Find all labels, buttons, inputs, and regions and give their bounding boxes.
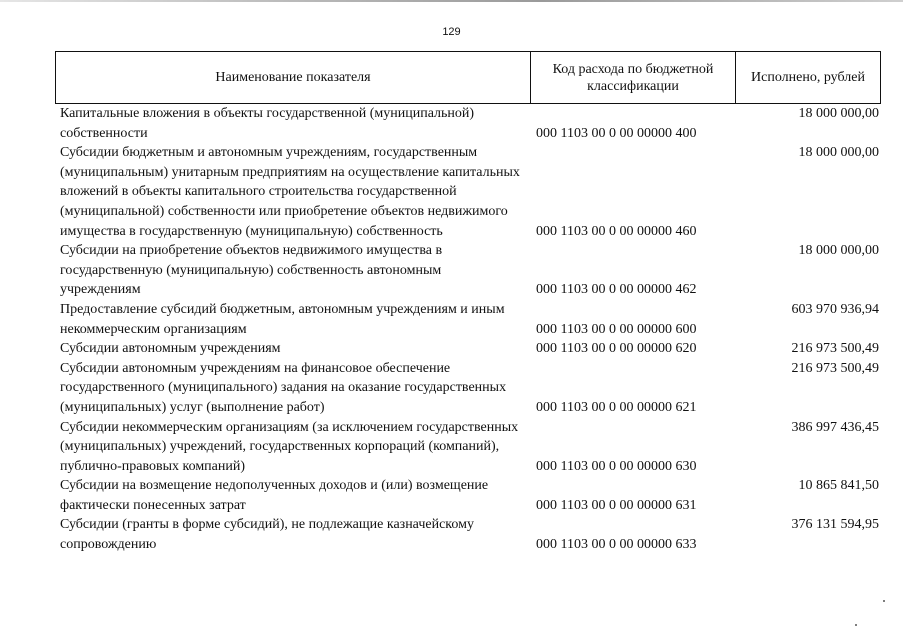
top-scan-rule <box>0 0 903 2</box>
table-row <box>60 339 881 359</box>
header-name-cell: Наименование показателя <box>56 52 531 103</box>
scan-speck <box>855 624 857 626</box>
page-number: 129 <box>442 26 461 38</box>
row-amount: 376 131 594,95 <box>791 517 879 533</box>
row-name: Субсидии некоммерческим организациям (за исключением государственных (муниципальных) учреждений, государственных корпораций (компаний), публично-правовых компаний) <box>60 419 519 474</box>
row-name: Субсидии на приобретение объектов недвижимого имущества в государственную (муниципальную) собственность автономным учреждениям <box>60 243 443 298</box>
row-code: 000 1103 00 0 00 00000 600 <box>536 321 697 337</box>
header-code-cell: Код расхода по бюджетной классификации <box>531 52 736 103</box>
table-body <box>60 104 881 555</box>
row-amount: 216 973 500,49 <box>791 341 879 357</box>
table-row <box>60 359 881 418</box>
row-code: 000 1103 00 0 00 00000 620 <box>536 341 697 357</box>
row-name: Субсидии автономным учреждениям на финансовое обеспечение государственного (муниципального) задания на оказание государственных (муниципальных) услуг (выполнение работ) <box>60 360 507 415</box>
row-code: 000 1103 00 0 00 00000 631 <box>536 497 697 513</box>
row-code: 000 1103 00 0 00 00000 633 <box>536 537 697 553</box>
table-row <box>60 241 881 300</box>
row-amount: 18 000 000,00 <box>798 106 879 121</box>
row-amount: 216 973 500,49 <box>791 360 879 376</box>
table-row <box>60 104 881 143</box>
row-code: 000 1103 00 0 00 00000 630 <box>536 458 697 474</box>
row-amount: 386 997 436,45 <box>791 419 879 435</box>
row-code: 000 1103 00 0 00 00000 462 <box>536 282 697 298</box>
row-amount: 10 865 841,50 <box>798 478 879 494</box>
header-executed-cell: Исполнено, рублей <box>751 70 865 85</box>
row-name: Субсидии (гранты в форме субсидий), не подлежащие казначейскому сопровождению <box>60 517 474 553</box>
table-row <box>60 300 881 339</box>
row-name: Капитальные вложения в объекты государственной (муниципальной) собственности <box>60 106 475 141</box>
row-amount: 18 000 000,00 <box>798 243 879 259</box>
scan-speck <box>883 600 885 602</box>
row-code: 000 1103 00 0 00 00000 400 <box>536 125 697 141</box>
table-row <box>60 476 881 515</box>
row-amount: 18 000 000,00 <box>798 145 879 161</box>
row-code: 000 1103 00 0 00 00000 460 <box>536 223 697 239</box>
table-row <box>60 143 881 241</box>
table-row <box>60 515 881 554</box>
row-name: Субсидии бюджетным и автономным учреждениям, государственным (муниципальным) унитарным предприятиям на осуществление капитальных вложений в объекты капитального строительства государственной (муниципальной) собственности или приобретение объектов недвижимого имущества в государственную (муниципальную) собственность <box>60 145 520 239</box>
table-row <box>60 418 881 477</box>
row-amount: 603 970 936,94 <box>791 301 879 317</box>
table-header <box>55 51 881 104</box>
row-name: Субсидии автономным учреждениям <box>60 341 281 357</box>
row-code: 000 1103 00 0 00 00000 621 <box>536 399 697 415</box>
row-name: Предоставление субсидий бюджетным, автономным учреждениям и иным некоммерческим организациям <box>60 301 505 337</box>
row-name: Субсидии на возмещение недополученных доходов и (или) возмещение фактически понесенных затрат <box>60 478 489 513</box>
